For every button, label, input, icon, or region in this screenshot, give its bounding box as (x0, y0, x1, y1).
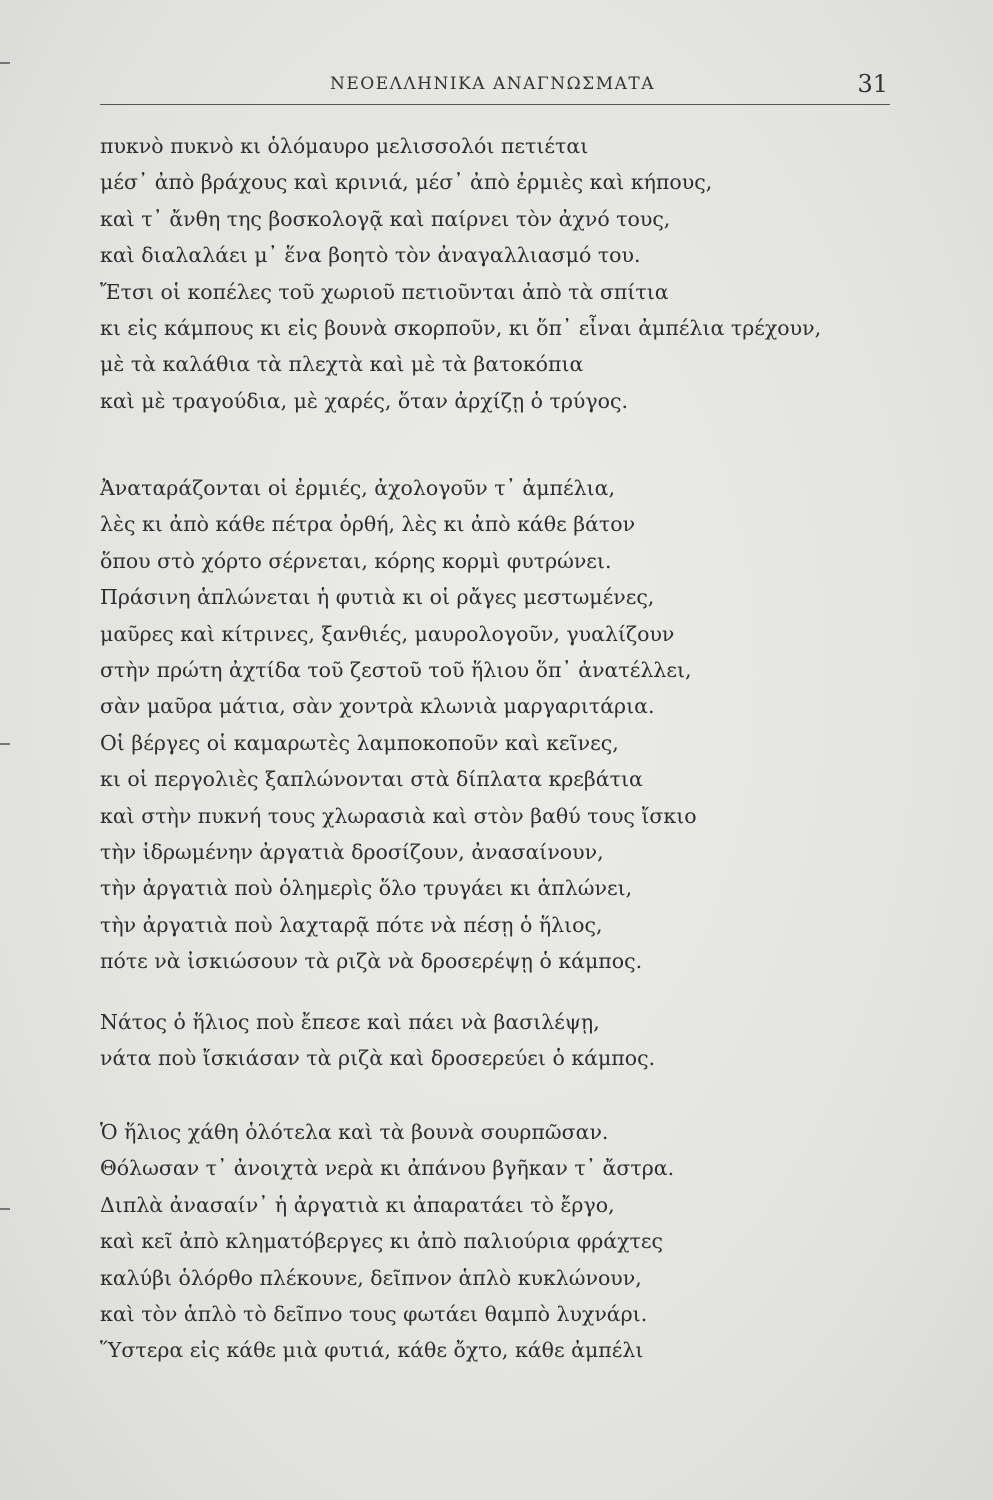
stanza-4 (100, 1114, 920, 1369)
header-rule (100, 104, 890, 105)
poem-line: καὶ στὴν πυκνή τους χλωρασιὰ καὶ στὸν βαθύ τους ἴσκιο (100, 803, 697, 828)
poem-line: λὲς κι ἀπὸ κάθε πέτρα ὀρθή, λὲς κι ἀπὸ κάθε βάτον (100, 512, 636, 537)
poem-line: στὴν πρώτη ἀχτίδα τοῦ ζεστοῦ τοῦ ἥλιου ὅπ᾽ ἀνατέλλει, (100, 657, 692, 682)
poem-line: πυκνὸ πυκνὸ κι ὁλόμαυρο μελισσολόι πετιέται (100, 134, 589, 158)
stanza-3 (100, 1004, 920, 1077)
poem-line: πότε νὰ ἰσκιώσουν τὰ ριζὰ νὰ δροσερέψῃ ὁ κάμπος. (100, 949, 643, 974)
poem-line: σὰν μαῦρα μάτια, σὰν χοντρὰ κλωνιὰ μαργαριτάρια. (100, 694, 655, 719)
poem-line: Ὕστερα εἰς κάθε μιὰ φυτιά, κάθε ὄχτο, κάθε ἀμπέλι (100, 1338, 644, 1363)
margin-mark (0, 62, 10, 64)
stanza-2 (100, 470, 920, 979)
poem-line: κι εἰς κάμπους κι εἰς βουνὰ σκορποῦν, κι ὅπ᾽ εἶναι ἀμπέλια τρέχουν, (100, 315, 822, 340)
poem-line: τὴν ἱδρωμένην ἀργατιὰ δροσίζουν, ἀνασαίνουν, (100, 839, 604, 864)
poem-line: Νάτος ὁ ἥλιος ποὺ ἔπεσε καὶ πάει νὰ βασιλέψῃ, (100, 1010, 600, 1034)
page-number: 31 (857, 70, 888, 98)
poem-line: Θόλωσαν τ᾽ ἀνοιχτὰ νερὰ κι ἀπάνου βγῆκαν τ᾽ ἄστρα. (100, 1156, 675, 1181)
poem-line: νάτα ποὺ ἴσκιάσαν τὰ ριζὰ καὶ δροσερεύει ὁ κάμπος. (100, 1046, 656, 1071)
poem-line: καὶ τὸν ἁπλὸ τὸ δεῖπνο τους φωτάει θαμπὸ λυχνάρι. (100, 1301, 648, 1326)
poem-line: Ἀναταράζονται οἱ ἐρμιές, ἀχολογοῦν τ᾽ ἀμπέλια, (100, 476, 616, 500)
poem-line: Πράσινη ἁπλώνεται ἡ φυτιὰ κι οἱ ρἄγες μεστωμένες, (100, 585, 655, 610)
poem-line: μὲ τὰ καλάθια τὰ πλεχτὰ καὶ μὲ τὰ βατοκόπια (100, 352, 584, 377)
poem-line: Διπλὰ ἀνασαίν᾽ ἡ ἀργατιὰ κι ἀπαρατάει τὸ ἔργο, (100, 1192, 615, 1217)
page-header (100, 70, 890, 110)
margin-mark (0, 743, 10, 745)
poem-line: ὅπου στὸ χόρτο σέρνεται, κόρης κορμὶ φυτρώνει. (100, 548, 612, 573)
poem-line: καὶ κεῖ ἀπὸ κληματόβεργες κι ἀπὸ παλιούρια φράχτες (100, 1229, 663, 1254)
poem-line: μαῦρες καὶ κίτρινες, ξανθιές, μαυρολογοῦν, γυαλίζουν (100, 621, 675, 646)
poem-line: Ἔτσι οἱ κοπέλες τοῦ χωριοῦ πετιοῦνται ἀπὸ τὰ σπίτια (100, 279, 669, 304)
poem-line: τὴν ἀργατιὰ ποὺ ὁλημερὶς ὅλο τρυγάει κι ἁπλώνει, (100, 876, 633, 901)
margin-mark (0, 1208, 10, 1210)
poem-line: Οἱ βέργες οἱ καμαρωτὲς λαμποκοποῦν καὶ κεῖνες, (100, 730, 619, 755)
poem-line: μέσ᾽ ἀπὸ βράχους καὶ κρινιά, μέσ᾽ ἀπὸ ἐρμιὲς καὶ κήπους, (100, 170, 713, 195)
poem-line: καλύβι ὁλόρθο πλέκουνε, δεῖπνον ἁπλὸ κυκλώνουν, (100, 1265, 642, 1290)
poem-line: Ὁ ἥλιος χάθη ὁλότελα καὶ τὰ βουνὰ σουρπῶσαν. (100, 1120, 609, 1144)
poem-line: τὴν ἀργατιὰ ποὺ λαχταρᾷ πότε νὰ πέσῃ ὁ ἥλιος, (100, 912, 603, 937)
running-title: ΝΕΟΕΛΛΗΝΙΚΑ ΑΝΑΓΝΩΣΜΑΤΑ (330, 74, 655, 94)
poem-line: καὶ διαλαλάει μ᾽ ἕνα βοητὸ τὸν ἀναγαλλιασμό του. (100, 243, 641, 268)
poem-line: καὶ μὲ τραγούδια, μὲ χαρές, ὅταν ἀρχίζῃ ὁ τρύγος. (100, 388, 628, 413)
poem-line: καὶ τ᾽ ἄνθη της βοσκολογᾷ καὶ παίρνει τὸν ἀχνό τους, (100, 206, 671, 231)
poem-line: κι οἱ περγολιὲς ξαπλώνονται στὰ δίπλατα κρεβάτια (100, 767, 643, 792)
stanza-1 (100, 128, 920, 419)
